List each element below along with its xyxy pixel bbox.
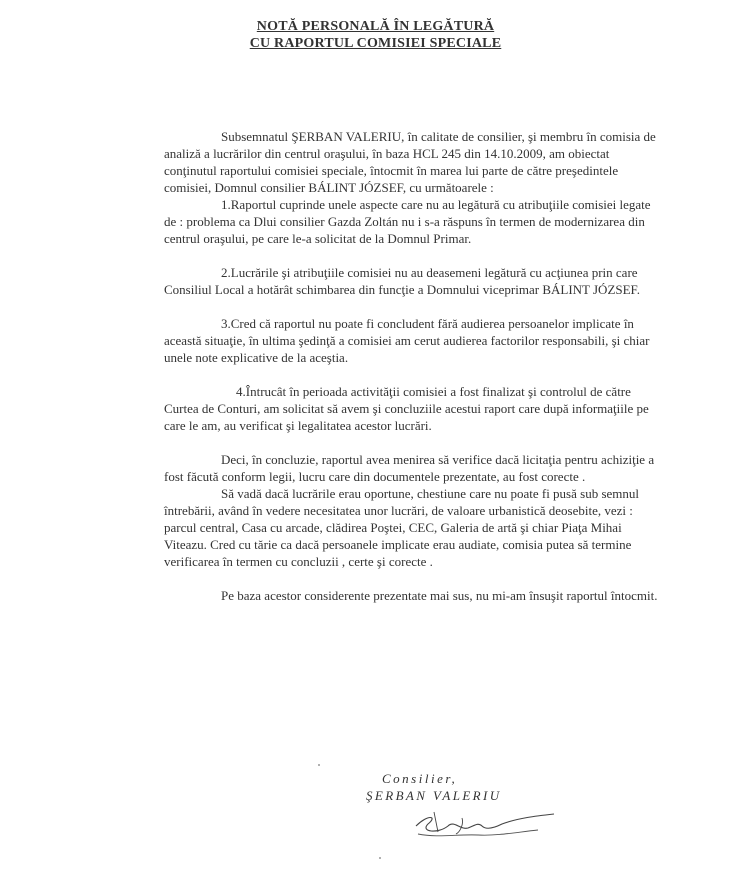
- paragraph-intro: Subsemnatul ŞERBAN VALERIU, în calitate de consilier, şi membru în comisia de analiză a lucrărilor din centrul oraşului, în baza HCL 245 din 14.10.2009, am obiectat conţinutul raportului comisiei speciale, întocmit în marea lui parte de către preşedintele comisiei, Domnul consilier BÁLINT JÓZSEF, cu următoarele :: [164, 129, 656, 195]
- signature-block: [366, 770, 502, 805]
- paragraph-point-2: 2.Lucrările şi atribuţiile comisiei nu au deasemeni legătură cu acţiunea prin care Consiliul Local a hotărât schimbarea din funcţie a Domnului viceprimar BÁLINT JÓZSEF.: [164, 265, 640, 297]
- paragraph-opportunity: Să vadă dacă lucrările erau oportune, chestiune care nu poate fi pusă sub semnul întrebării, având în vedere necesitatea unor lucrări, de valoare urbanistică deosebite, vezi : parcul central, Casa cu arcade, clădirea Poştei, CEC, Galeria de artă şi chiar Piaţa Mihai Viteazu. Cred cu tărie ca dacă persoanele implicate erau audiate, comisia putea să termine verificarea în termen cu concluzii , certe şi corecte .: [164, 486, 639, 569]
- document-title-line-2: CU RAPORTUL COMISIEI SPECIALE: [249, 36, 502, 51]
- paragraph-final: Pe baza acestor considerente prezentate mai sus, nu mi-am însuşit raportul întocmit.: [221, 588, 658, 603]
- scan-speck: [379, 857, 381, 859]
- paragraph-point-3: 3.Cred că raportul nu poate fi concludent fără audierea persoanelor implicate în această situaţie, în ultima şedinţă a comisiei am cerut audierea factorilor responsabili, şi chiar unele note explicative de la aceştia.: [164, 316, 650, 365]
- scan-speck: [318, 764, 320, 766]
- handwritten-signature: [398, 804, 558, 844]
- paragraph-point-1: 1.Raportul cuprinde unele aspecte care nu au legătură cu atribuţiile comisiei legate de : problema ca Dlui consilier Gazda Zoltán nu i s-a răspuns în termen de modernizarea din centrul oraşului, pe care le-a solicitat de la Domnul Primar.: [164, 197, 651, 246]
- signature-role: Consilier,: [382, 771, 458, 786]
- document-title-line-1: NOTĂ PERSONALĂ ÎN LEGĂTURĂ: [256, 19, 495, 34]
- paragraph-point-4: 4.Întrucât în perioada activităţii comisiei a fost finalizat şi controlul de către Curtea de Conturi, am solicitat să avem şi concluziile acestui raport care după informaţiile pe care le am, au verificat şi legalitatea acestor lucrări.: [164, 384, 649, 433]
- document-body: [164, 128, 664, 604]
- signature-name: ŞERBAN VALERIU: [366, 788, 502, 803]
- paragraph-conclusion: Deci, în concluzie, raportul avea menirea să verifice dacă licitaţia pentru achiziţie a fost făcută conform legii, lucru care din documentele prezentate, au fost corecte .: [164, 452, 655, 484]
